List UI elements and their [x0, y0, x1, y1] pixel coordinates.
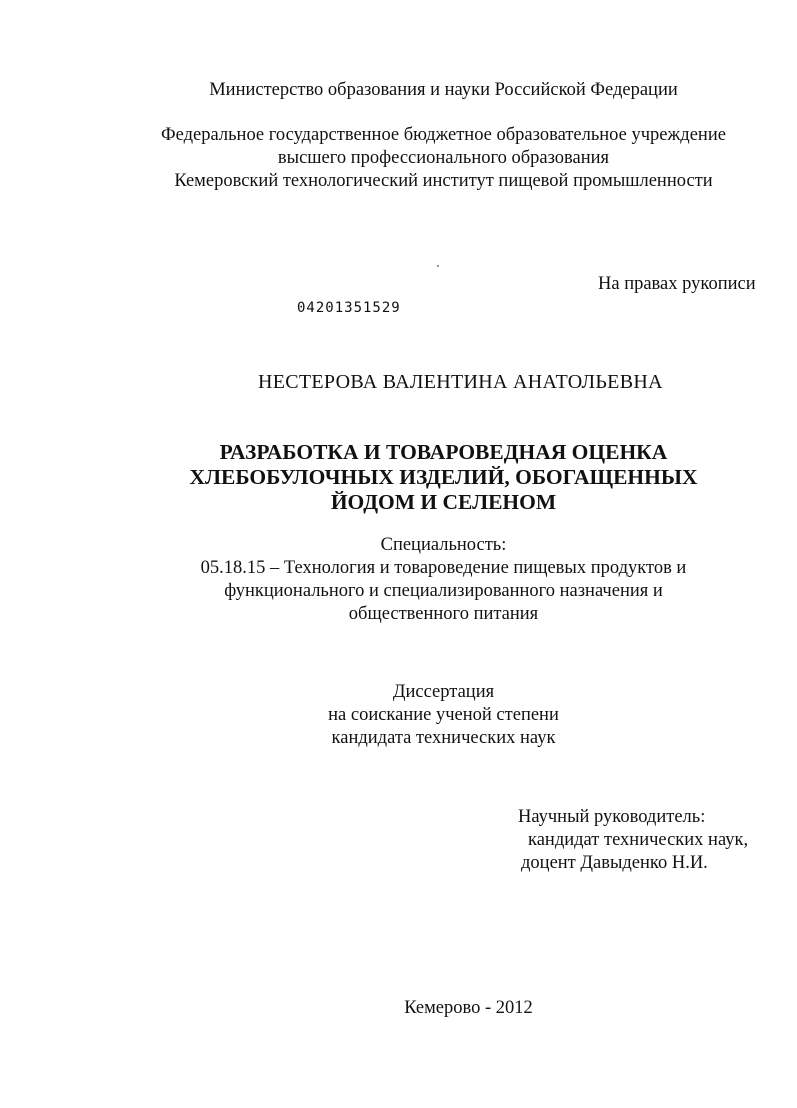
title-line-2: ХЛЕБОБУЛОЧНЫХ ИЗДЕЛИЙ, ОБОГАЩЕННЫХ	[189, 465, 698, 489]
degree-line-3: кандидата технических наук	[331, 728, 556, 748]
supervisor-block	[518, 806, 748, 875]
specialty-block	[0, 534, 797, 626]
dissertation-title	[0, 440, 797, 515]
institution-header	[0, 124, 797, 193]
specialty-label: Специальность:	[380, 535, 507, 555]
rights-note: На правах рукописи	[598, 274, 756, 294]
author-name: НЕСТЕРОВА ВАЛЕНТИНА АНАТОЛЬЕВНА	[258, 371, 663, 393]
supervisor-degree: кандидат технических наук,	[528, 830, 749, 850]
institution-line-1: Федеральное государственное бюджетное образовательное учреждение	[161, 125, 726, 145]
specialty-line-3: общественного питания	[348, 604, 539, 624]
ministry-name: Министерство образования и науки Российской Федерации	[209, 80, 678, 100]
city-year-block	[0, 997, 797, 1020]
specialty-line-1: 05.18.15 – Технология и товароведение пищевых продуктов и	[200, 558, 687, 578]
supervisor-name: доцент Давыденко Н.И.	[521, 853, 708, 873]
institution-line-3: Кемеровский технологический институт пищевой промышленности	[174, 171, 713, 191]
degree-line-2: на соискание ученой степени	[328, 705, 559, 725]
title-line-1: РАЗРАБОТКА И ТОВАРОВЕДНАЯ ОЦЕНКА	[219, 440, 668, 464]
ministry-header	[0, 79, 797, 102]
degree-block	[0, 681, 797, 750]
degree-line-1: Диссертация	[392, 682, 495, 702]
institution-line-2: высшего профессионального образования	[277, 148, 610, 168]
scan-speck	[437, 265, 439, 267]
city-year: Кемерово - 2012	[404, 998, 533, 1018]
registration-number: 04201351529	[297, 300, 401, 316]
title-line-3: ЙОДОМ И СЕЛЕНОМ	[330, 490, 557, 514]
specialty-line-2: функционального и специализированного назначения и	[224, 581, 663, 601]
supervisor-label: Научный руководитель:	[518, 807, 706, 827]
